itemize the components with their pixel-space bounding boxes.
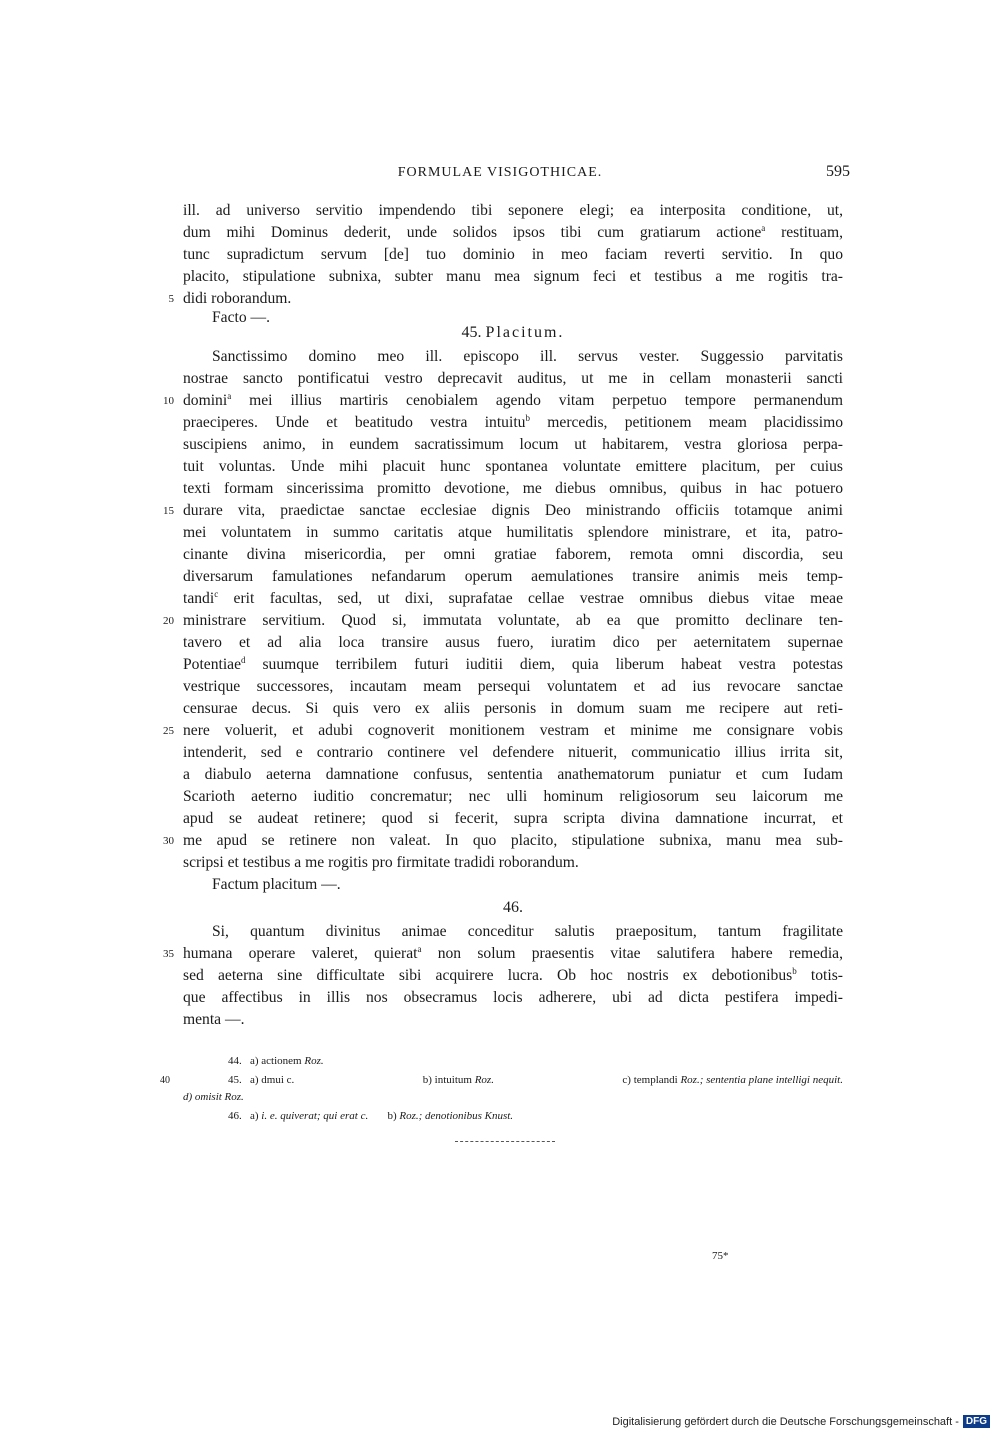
text-line: ill. ad universo servitio impendendo tibi seponere elegi; ea interposita conditione, ut, xyxy=(183,202,843,219)
credit-text: Digitalisierung gefördert durch die Deutsche Forschungsgemeinschaft - xyxy=(612,1415,959,1428)
closing-formula: Factum placitum —. xyxy=(212,876,341,893)
running-header: FORMULAE VISIGOTHICAE. xyxy=(397,165,603,180)
text-line: me apud se retinere non valeat. In quo placito, stipulatione subnixa, manu mea sub- xyxy=(183,832,843,849)
text-line: a diabulo aeterna damnatione confusus, sententia anathematorum puniatur et cum Iudam xyxy=(183,766,843,783)
digitization-credit xyxy=(612,1415,990,1428)
footnote-45-d: d) omisit Roz. xyxy=(183,1091,244,1103)
footnote-46: 46. a) i. e. quiverat; qui erat c. b) Roz.; denotionibus Knust. xyxy=(228,1110,514,1122)
line-number: 5 xyxy=(168,293,174,305)
text-line: scripsi et testibus a me rogitis pro firmitate tradidi roborandum. xyxy=(183,854,579,871)
text-line: placito, stipulatione subnixa, subter manu mea signum feci et testibus a me rogitis tra- xyxy=(183,268,843,285)
footnote-44: 44. a) actionem Roz. xyxy=(228,1055,324,1067)
line-number: 15 xyxy=(163,505,174,517)
signature-mark: 75* xyxy=(712,1250,729,1262)
text-line: dum mihi Dominus dederit, unde solidos ipsos tibi cum gratiarum actione$^a$ restituam, xyxy=(183,223,843,241)
section-heading-45: 45. Placitum. xyxy=(461,324,565,341)
text-line: Sanctissimo domino meo ill. episcopo ill. servus vester. Suggessio parvitatis xyxy=(212,348,843,365)
text-line: vestrique successores, incautam meam persequi voluntatem et ad ius revocare sanctae xyxy=(183,678,843,695)
section-heading-46: 46. xyxy=(503,899,523,916)
text-line: Si, quantum divinitus animae conceditur salutis praepositum, tantum fragilitate xyxy=(212,923,843,940)
line-number: 30 xyxy=(163,835,174,847)
text-line: texti formam sincerissima promitto devotione, me diebus omnibus, quibus in hac potuero xyxy=(183,480,843,497)
text-line: praeciperes. Unde et beatitudo vestra intuitu$^b$ mercedis, petitionem meam placidissimo xyxy=(183,413,843,431)
text-line: censurae decus. Si quis vero ex aliis personis in domum suam me recipere aut reti- xyxy=(183,700,843,717)
text-line: apud se audeat retinere; quod si fecerit, supra scripta divina damnatione incurrat, et xyxy=(183,810,843,827)
page-number: 595 xyxy=(826,163,850,180)
line-number: 35 xyxy=(163,948,174,960)
text-line: sed aeterna sine difficultate sibi acquirere lucra. Ob hoc nostris ex debotionibus$^b$ totis- xyxy=(183,966,843,984)
line-number: 20 xyxy=(163,615,174,627)
text-line: tavero et ad alia loca transire ausus fuero, iuratim dico per aeternitatem supernae xyxy=(183,634,843,651)
closing-formula: Facto —. xyxy=(212,309,271,326)
text-line: mei voluntatem in summo caritatis atque humilitatis splendore ministrare, et ita, patro- xyxy=(183,524,843,541)
text-line: didi roborandum. xyxy=(183,290,292,307)
line-number: 40 xyxy=(160,1075,170,1086)
text-line: durare vita, praedictae sanctae ecclesiae dignis Deo ministrando officiis totamque animi xyxy=(183,502,843,519)
text-line: tuit voluntas. Unde mihi placuit hunc spontanea voluntate emittere placitum, per cuius xyxy=(183,458,843,475)
separator-rule xyxy=(455,1141,555,1143)
text-line: domini$^a$ mei illius martiris cenobialem agendo vitam perpetuo tempore permanendum xyxy=(183,391,843,409)
text-line: cinante divina misericordia, per omni gratiae faborem, remota omni discordia, seu xyxy=(183,546,843,563)
text-line: intenderit, sed e contrario continere vel defendere nituerit, communicatio illius irrita sit, xyxy=(183,744,843,761)
text-line: Potentiae$^d$ suumque terribilem futuri iuditii diem, quia liberum habeat vestra potestas xyxy=(183,655,843,673)
text-line: nostrae sancto pontificatui vestro deprecavit auditus, ut me in cellam monasterii sancti xyxy=(183,370,843,387)
text-line: menta —. xyxy=(183,1011,245,1028)
text-line: tandi$^c$ erit facultas, sed, ut dixi, suprafatae cellae vestrae omnibus diebus vitae meae xyxy=(183,589,843,607)
dfg-logo: DFG xyxy=(963,1415,990,1428)
line-number: 25 xyxy=(163,725,174,737)
text-line: humana operare valeret, quierat$^a$ non solum praesentis vitae salutifera habere remedia, xyxy=(183,944,843,962)
text-line: suscipiens animo, in eundem sacratissimum locum ut habitarem, vestra gloriosa perpa- xyxy=(183,436,843,453)
text-line: ministrare servitium. Quod si, immutata voluntate, ab ea que promitto declinare ten- xyxy=(183,612,843,629)
text-line: diversarum famulationes nefandarum operum aemulationes transire animis meis temp- xyxy=(183,568,843,585)
text-line: Scarioth aeterno iuditio concrematur; nec ulli hominum religiosorum seu laicorum me xyxy=(183,788,843,805)
text-line: que affectibus in illis nos obsecramus locis adherere, ubi ad dicta pestifera impedi- xyxy=(183,989,843,1006)
line-number: 10 xyxy=(163,395,174,407)
footnote-45: 45. a) dmui c. b) intuitum Roz. c) templandi Roz.; sententia plane intelligi nequit. xyxy=(228,1074,843,1086)
text-line: nere voluerit, et adubi cognoverit monitionem vestram et minime me consignare vobis xyxy=(183,722,843,739)
text-line: tunc supradictum servum [de] tuo dominio in meo faciam reverti servitio. In quo xyxy=(183,246,843,263)
